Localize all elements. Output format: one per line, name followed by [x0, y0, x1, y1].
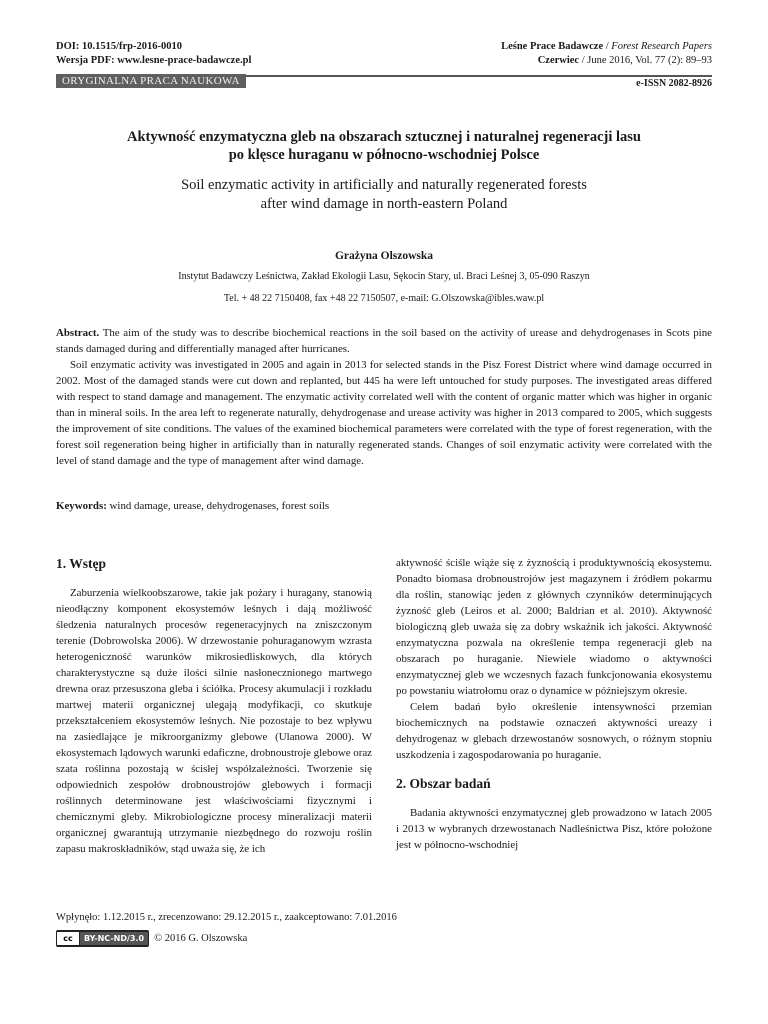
- issue-info: [501, 54, 712, 68]
- creative-commons-icon: cc: [57, 932, 80, 945]
- author-affiliation: Instytut Badawczy Leśnictwa, Zakład Ekologii Lasu, Sękocin Stary, ul. Braci Leśnej 3, 05-090 Raszyn: [178, 271, 590, 282]
- column-left: [56, 555, 372, 857]
- title-polish-line1: Aktywność enzymatyczna gleb na obszarach sztucznej i naturalnej regeneracji lasu: [126, 129, 641, 145]
- abstract-paragraph-1: [56, 325, 712, 357]
- column-right: [396, 555, 712, 853]
- header-right: [501, 40, 712, 68]
- journal-sep: /: [603, 41, 612, 52]
- keywords: [56, 500, 712, 512]
- abstract: [56, 325, 712, 469]
- copyright: © 2016 G. Olszowska: [154, 932, 248, 944]
- keywords-text: wind damage, urease, dehydrogenases, forest soils: [106, 500, 330, 512]
- section-heading-study-area: 2. Obszar badań: [396, 776, 491, 791]
- cc-license-badge[interactable]: [56, 930, 149, 947]
- author-name: Grażyna Olszowska: [334, 250, 434, 262]
- title-english: [90, 176, 678, 214]
- journal-name-en: Forest Research Papers: [611, 41, 712, 52]
- cc-license-text: BY-NC-ND/3.0: [80, 932, 148, 945]
- journal-name: [501, 40, 712, 54]
- title-english-line1: Soil enzymatic activity in artificially and naturally regenerated forests: [181, 177, 587, 193]
- eissn: e-ISSN 2082-8926: [636, 78, 712, 89]
- received-dates: Wpłynęło: 1.12.2015 r., zrecenzowano: 29.12.2015 r., zaakceptowano: 7.01.2016: [56, 912, 397, 923]
- doi: DOI: 10.1515/frp-2016-0010: [56, 41, 182, 52]
- header-left: [56, 40, 251, 68]
- abstract-paragraph-2: Soil enzymatic activity was investigated in 2005 and again in 2013 for selected stands in the Pisz Forest District where wind damage occurred in 2002. Most of the damaged stands were cut down and replanted, but 445 ha were left untouched for study purposes. The investigated areas differed with respect to stand damage and management. The enzymatic activity correlated well with the content of organic matter which was higher in organic than in mineral soils. In the area left to regenerate naturally, dehydrogenase and urease activity was higher in 2013 compared to 2005, which suggests the improvement of site conditions. The values of the examined biochemical parameters were correlated with the type of forest regeneration, with the forest soil regeneration being higher in artificially than in naturally regenerated stands. Changes of soil enzymatic activity were correlated with the level of stand damage and the type of management after wind damage.: [56, 359, 712, 467]
- pdf-version: Wersja PDF: www.lesne-prace-badawcze.pl: [56, 55, 252, 66]
- section-heading-intro: 1. Wstęp: [56, 556, 107, 571]
- author-contact: Tel. + 48 22 7150408, fax +48 22 7150507, e-mail: G.Olszowska@ibles.waw.pl: [223, 293, 545, 304]
- title-polish-line2: po klęsce huraganu w północno-wschodniej Polsce: [228, 147, 540, 163]
- intro-paragraph-1: Zaburzenia wielkoobszarowe, takie jak pożary i huragany, stanowią nieodłączny komponent ekosystemów leśnych i dają możliwość śledzenia naturalnych procesów regeneracyjnych na zniszczonym terenie (Dobrowolska 2006). W drzewostanie pohuraganowym wzrasta heterogeniczność warunków mikrosiedliskowych, dla których charakterystyczne są duże ilości silnie nasłonecznionego martwego drewna oraz przesuszona gleba i ściółka. Procesy akumulacji i rozkładu martwej materii organicznej ulegają modyfikacji, co skutkuje przekształceniem ekosystemów leśnych. Nie pozostaje to bez wpływu na zasiedlające je mikroorganizmy glebowe (Ulanowa 2000). W ekosystemach lądowych warunki edaficzne, drobnoustroje glebowe oraz szata roślinna pozostają w ścisłej współzależności. Tworzenie się odpowiednich zespołów drobnoustrojów glebowych i formacji roślinnych determinowane jest właściwościami fizycznymi i chemicznymi gleby. Mikrobiologiczne procesy mineralizacji materii organicznej gwarantują utrzymanie niezbędnego do rozwoju roślin zapasu makroskładników, stąd uważa się, że ich: [56, 587, 373, 855]
- study-area-paragraph-1: Badania aktywności enzymatycznej gleb prowadzono w latach 2005 i 2013 w wybranych drzewostanach Nadleśnictwa Pisz, które położone jest w północno-wschodniej: [396, 807, 712, 851]
- abstract-text-1: The aim of the study was to describe biochemical reactions in the soil based on the activity of urease and dehydrogenases in Scots pine stands damaged during and differentially managed after hurricanes.: [56, 327, 712, 355]
- keywords-label: Keywords:: [56, 500, 107, 512]
- title-english-line2: after wind damage in north-eastern Poland: [260, 196, 508, 212]
- license-row: [56, 930, 247, 946]
- issue-details: / June 2016, Vol. 77 (2): 89–93: [579, 55, 712, 66]
- intro-paragraph-1-continued: aktywność ściśle wiąże się z żyznością i produktywnością ekosystemu. Ponadto biomasa drobnoustrojów jest magazynem i źródłem pokarmu dla roślin, stanowiąc jeden z głównych czynników determinujących żyzność gleb (Leiros et al. 2000; Baldrian et al. 2010). Aktywność biologiczną gleb uważa się za dobry wskaźnik ich jakości. Aktywność enzymatyczna pozwala na określenie tempa regeneracji gleb na obszarach po huraganie. Niewiele wiadomo o aktywności enzymatycznej gleb we wczesnych fazach funkcjonowania ekosystemu po powstaniu wiatrołomu oraz o dynamice w późniejszym okresie.: [396, 557, 712, 697]
- journal-name-pl: Leśne Prace Badawcze: [501, 41, 604, 52]
- intro-paragraph-2: Celem badań było określenie intensywności przemian biochemicznych na podstawie oznaczeń aktywności ureazy i dehydrogenaz w glebach drzewostanów sosnowych, o różnym stopniu uszkodzenia i zagospodarowania po huraganie.: [396, 701, 712, 761]
- title-polish: [90, 128, 678, 164]
- section-band: ORYGINALNA PRACA NAUKOWA: [56, 74, 246, 88]
- abstract-label: Abstract.: [56, 327, 100, 339]
- issue-month: Czerwiec: [537, 55, 580, 66]
